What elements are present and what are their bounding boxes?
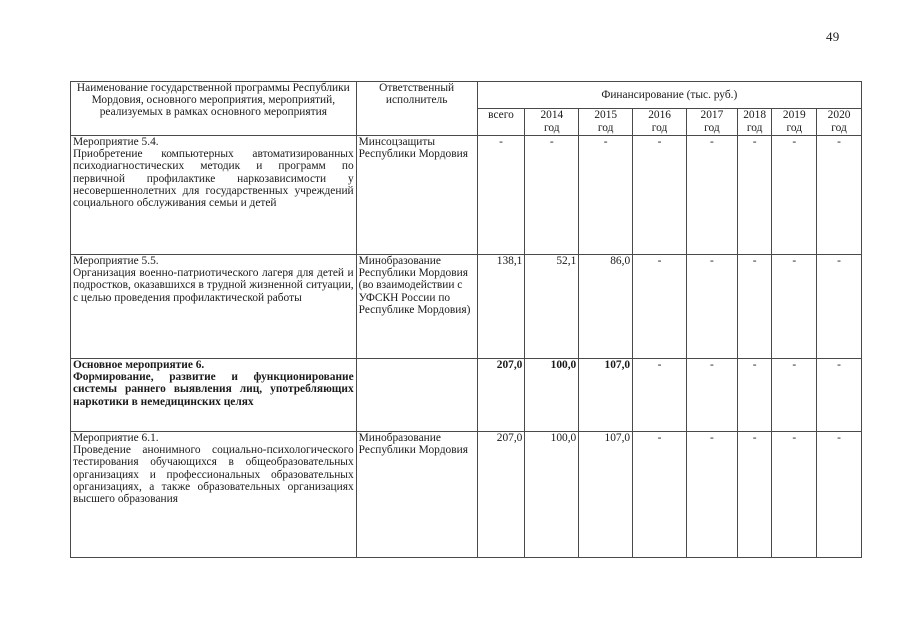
header-year: [772, 109, 817, 136]
header-year: [687, 109, 738, 136]
value-cell: -: [772, 136, 817, 255]
value-cell: -: [633, 432, 687, 558]
activity-title: Основное мероприятие 6.: [73, 359, 205, 371]
value-cell: -: [772, 359, 817, 432]
responsible-cell: Минобразование Республики Мордовия: [356, 432, 477, 558]
total-cell: -: [477, 136, 525, 255]
responsible-cell: [356, 359, 477, 432]
value-cell: -: [772, 432, 817, 558]
header-financing: Финансирование (тыс. руб.): [477, 82, 861, 109]
activity-description: Приобретение компьютерных автоматизированных психодиагностических методик и программ по первичной профилактике наркозависимости у несовершеннолетних для государственных учреждений социального обслуживания семьи и детей: [73, 148, 354, 210]
header-year: [525, 109, 579, 136]
value-cell: -: [687, 255, 738, 359]
activity-description: Формирование, развитие и функционирование системы раннего выявления лиц, употребляющих наркотики в немедицинских целях: [73, 371, 354, 408]
year-unit: год: [651, 122, 668, 134]
value-cell: -: [687, 359, 738, 432]
value-cell: -: [633, 136, 687, 255]
value-cell: 100,0: [525, 359, 579, 432]
header-year: [817, 109, 862, 136]
value-cell: -: [633, 359, 687, 432]
year-label: 2014: [540, 109, 564, 121]
responsible-cell: Минсоцзащиты Республики Мордовия: [356, 136, 477, 255]
activity-cell: [71, 136, 357, 255]
activity-title: Мероприятие 5.4.: [73, 136, 159, 148]
value-cell: -: [737, 432, 772, 558]
value-cell: -: [633, 255, 687, 359]
financing-table: [70, 81, 862, 558]
activity-cell: [71, 432, 357, 558]
year-unit: год: [544, 122, 560, 134]
value-cell: -: [687, 136, 738, 255]
header-year: [633, 109, 687, 136]
value-cell: -: [817, 255, 862, 359]
table-row: [71, 359, 862, 432]
responsible-cell: Минобразование Республики Мордовия (во взаимодействии с УФСКН России по Республике Мордовия): [356, 255, 477, 359]
activity-title: Мероприятие 5.5.: [73, 255, 159, 267]
header-year: [737, 109, 772, 136]
year-label: 2015: [594, 109, 618, 121]
year-label: 2017: [700, 109, 724, 121]
activity-description: Организация военно-патриотического лагеря для детей и подростков, оказавшихся в трудной жизненной ситуации, с целью проведения профилактической работы: [73, 267, 354, 304]
value-cell: -: [579, 136, 633, 255]
header-responsible: Ответственный исполнитель: [356, 82, 477, 136]
table-row: [71, 432, 862, 558]
total-cell: 207,0: [477, 359, 525, 432]
activity-description: Проведение анонимного социально-психологического тестирования обучающихся в общеобразовательных организациях и профессиональных образовательных организациях, а также образовательных организациях высшего образования: [73, 444, 354, 506]
value-cell: -: [737, 359, 772, 432]
activity-cell: [71, 255, 357, 359]
table-header: [71, 82, 862, 136]
year-unit: год: [597, 122, 614, 134]
activity-title: Мероприятие 6.1.: [73, 432, 159, 444]
value-cell: 107,0: [579, 359, 633, 432]
year-label: 2020: [827, 109, 851, 121]
page-number: 49: [826, 29, 840, 44]
year-unit: год: [704, 122, 720, 134]
header-name: Наименование государственной программы Республики Мордовия, основного мероприятия, мероприятий, реализуемых в рамках основного мероприятия: [71, 82, 357, 136]
table-row: [71, 136, 862, 255]
value-cell: 52,1: [525, 255, 579, 359]
year-unit: год: [786, 122, 803, 134]
total-cell: 207,0: [477, 432, 525, 558]
year-unit: год: [831, 122, 847, 134]
value-cell: 107,0: [579, 432, 633, 558]
table-row: [71, 255, 862, 359]
header-year: [579, 109, 633, 136]
value-cell: -: [772, 255, 817, 359]
year-label: 2019: [782, 109, 806, 121]
value-cell: -: [817, 136, 862, 255]
value-cell: 100,0: [525, 432, 579, 558]
year-label: 2016: [648, 109, 671, 121]
year-label: 2018: [743, 109, 767, 121]
value-cell: -: [525, 136, 579, 255]
value-cell: -: [817, 359, 862, 432]
activity-cell: [71, 359, 357, 432]
value-cell: -: [687, 432, 738, 558]
total-cell: 138,1: [477, 255, 525, 359]
value-cell: -: [737, 136, 772, 255]
header-total: всего: [477, 109, 525, 136]
value-cell: -: [817, 432, 862, 558]
year-unit: год: [746, 122, 763, 134]
value-cell: -: [737, 255, 772, 359]
value-cell: 86,0: [579, 255, 633, 359]
